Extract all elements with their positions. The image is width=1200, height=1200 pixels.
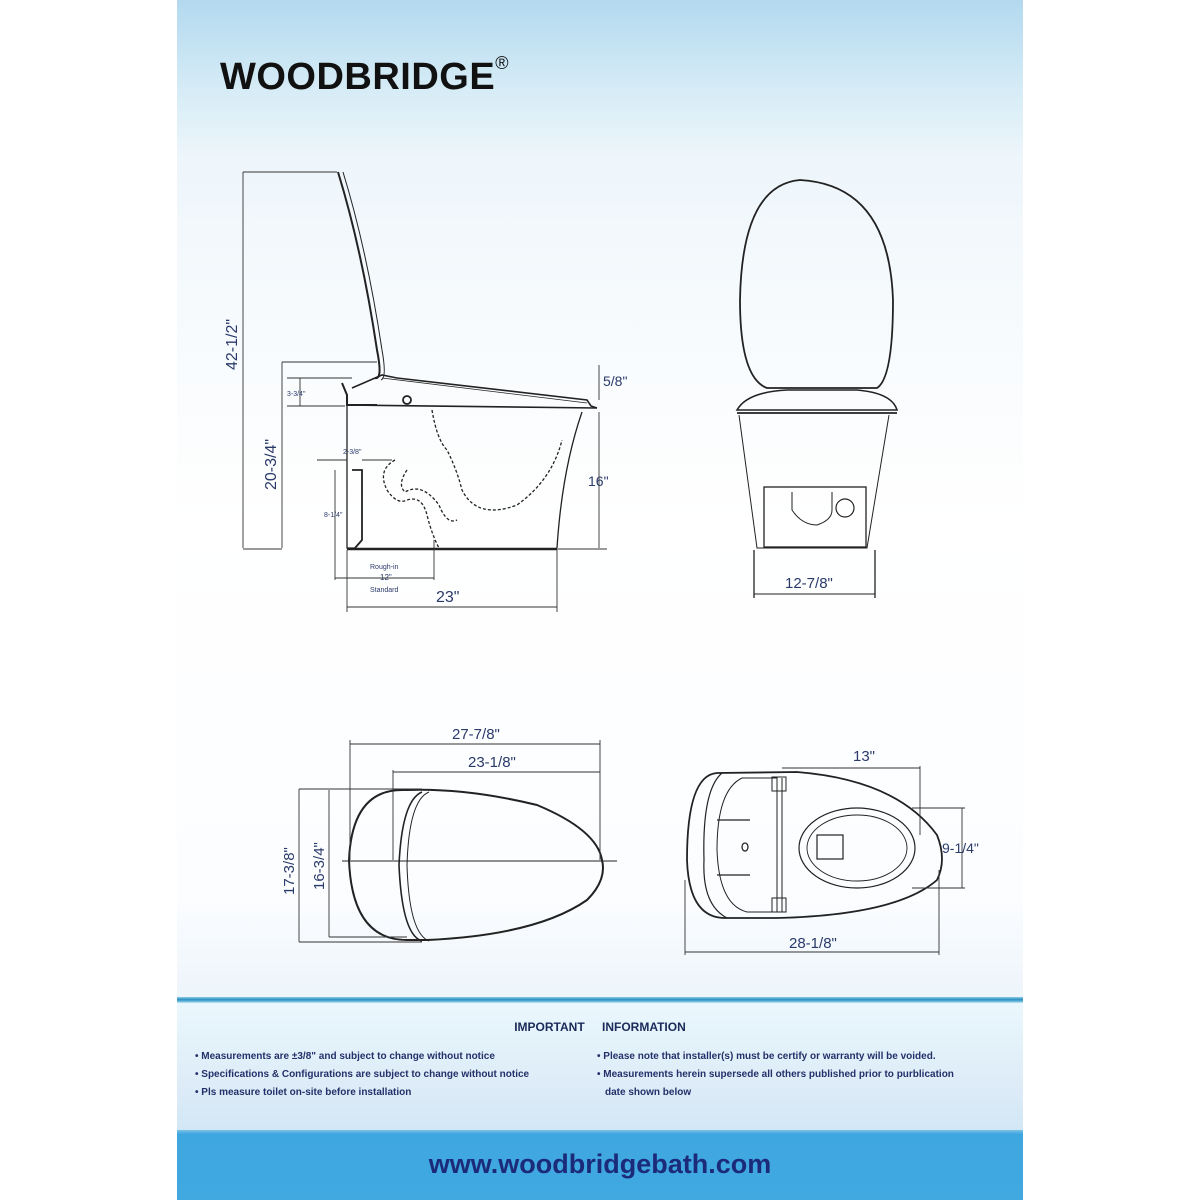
registered-mark: ®	[495, 53, 509, 74]
note-item: • Measurements are ±3/8" and subject to change without notice	[195, 1051, 495, 1062]
top-view-lid-drawing	[299, 740, 617, 942]
info-notes-left	[195, 1048, 595, 1102]
dim-lid-overall-width: 17-3/8"	[281, 847, 298, 895]
important-information	[177, 1003, 1023, 1130]
dim-rough-in-label: Rough-in	[370, 564, 399, 571]
dim-front-base-width: 12-7/8"	[785, 575, 833, 592]
dim-bowl-opening-width: 9-1/4"	[942, 840, 979, 856]
info-title: IMPORTANT INFORMATION	[514, 1020, 686, 1034]
dim-outlet-height: 8-1/4"	[324, 512, 343, 519]
spec-sheet	[177, 0, 1023, 1200]
dim-seat-height: 20-3/4"	[263, 438, 280, 490]
technical-drawings	[177, 0, 1023, 1000]
note-item: • Measurements herein supersede all others published prior to purblication	[597, 1069, 954, 1080]
info-notes-right	[597, 1048, 1017, 1102]
dim-bowl-rim-height: 16"	[588, 473, 609, 489]
dim-base-depth: 23"	[436, 589, 460, 606]
dim-outlet-offset: 2-3/8"	[343, 449, 362, 456]
dim-total-height: 42-1/2"	[224, 318, 241, 370]
website-link[interactable]: www.woodbridgebath.com	[428, 1149, 772, 1179]
top-view-bowl-drawing	[685, 766, 965, 955]
note-item: date shown below	[605, 1087, 692, 1098]
dim-lid-overall-length: 27-7/8"	[452, 726, 500, 743]
brand-name: WOODBRIDGE	[220, 56, 496, 98]
side-view-drawing	[338, 172, 597, 549]
dim-bowl-opening-length: 13"	[853, 748, 876, 765]
dim-rough-in-value: 12"	[380, 573, 392, 582]
front-view-drawing	[737, 180, 897, 598]
dim-lid-width: 16-3/4"	[311, 842, 328, 890]
dim-bowl-overall-length: 28-1/8"	[789, 935, 837, 952]
note-item: • Please note that installer(s) must be certify or warranty will be voided.	[597, 1051, 936, 1062]
footer-banner	[177, 1130, 1023, 1200]
dim-seat-unit-height: 3-3/4"	[287, 391, 306, 398]
dim-rough-in-standard: Standard	[370, 587, 399, 594]
dim-lid-length: 23-1/8"	[468, 754, 516, 771]
note-item: • Specifications & Configurations are subject to change without notice	[195, 1069, 530, 1080]
dim-seat-thickness: 5/8"	[603, 373, 628, 389]
note-item: • Pls measure toilet on-site before installation	[195, 1087, 412, 1098]
